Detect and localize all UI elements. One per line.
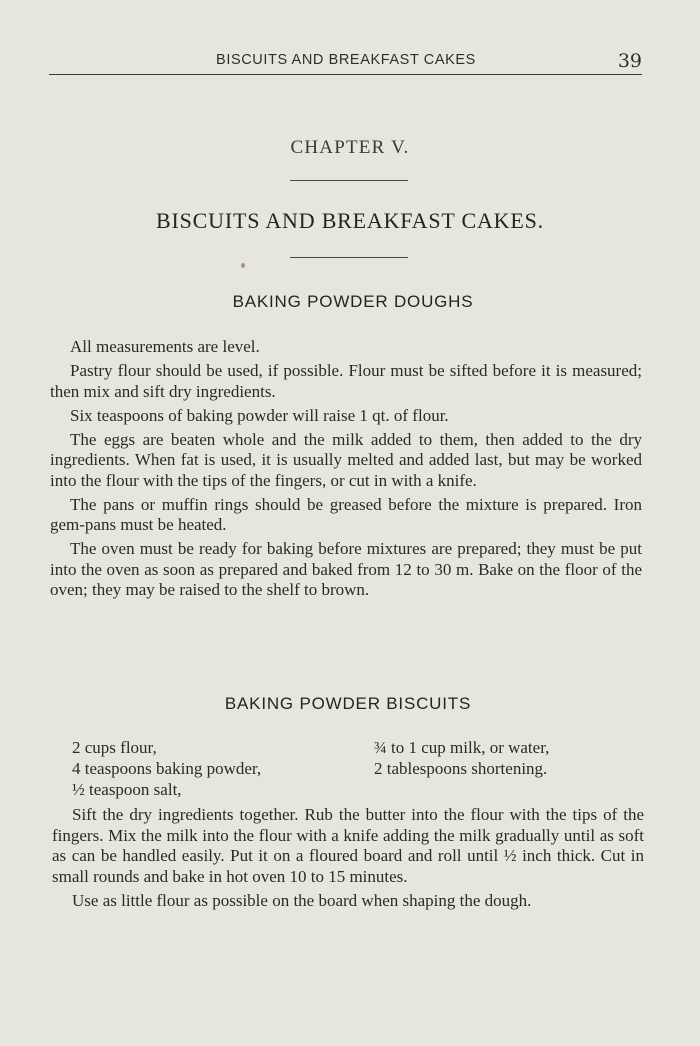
paragraph: Use as little flour as possible on the board when shaping the dough.	[72, 890, 532, 910]
chapter-rule-top	[290, 180, 408, 181]
chapter-title: BISCUITS AND BREAKFAST CAKES.	[156, 208, 544, 233]
paragraph: All measurements are level.	[70, 337, 260, 356]
ingredient-column-left	[72, 737, 362, 800]
ingredient-item: ¾ to 1 cup milk, or water,	[374, 738, 550, 757]
section-body-biscuits	[52, 805, 644, 915]
section-heading-baking-powder-doughs: BAKING POWDER DOUGHS	[232, 292, 474, 311]
paragraph: The eggs are beaten whole and the milk added to them, then added to the dry ingredients. When fat is used, it is usually melted and added last, but may be worked into the flour with the tips of the fingers, or cut in with a knife.	[50, 429, 642, 490]
ingredient-item: 2 cups flour,	[72, 738, 157, 757]
running-title: BISCUITS AND BREAKFAST CAKES	[216, 52, 476, 68]
paper-speck	[241, 263, 245, 268]
paragraph: Pastry flour should be used, if possible. Flour must be sifted before it is measured; then mix and sift dry ingredients.	[50, 361, 642, 401]
ingredient-item: ½ teaspoon salt,	[72, 780, 182, 799]
paragraph: Six teaspoons of baking powder will raise 1 qt. of flour.	[70, 405, 449, 425]
chapter-label: CHAPTER V.	[290, 137, 410, 158]
running-header	[50, 50, 642, 72]
paragraph: The oven must be ready for baking before mixtures are prepared; they must be put into the oven as soon as prepared and baked from 12 to 30 m. Bake on the floor of the oven; they may be raised to the shelf to brown.	[50, 539, 642, 599]
section-heading-baking-powder-biscuits: BAKING POWDER BISCUITS	[224, 694, 472, 713]
section-body-doughs	[50, 337, 642, 604]
ingredient-item: 2 tablespoons shortening.	[374, 759, 548, 778]
ingredient-column-right	[374, 737, 634, 779]
paragraph: The pans or muffin rings should be greased before the mixture is prepared. Iron gem-pans must be heated.	[50, 494, 642, 534]
header-rule	[49, 74, 642, 75]
page-number: 39	[617, 50, 642, 72]
ingredient-item: 4 teaspoons baking powder,	[72, 759, 262, 778]
chapter-rule-bottom	[290, 257, 408, 258]
paragraph: Sift the dry ingredients together. Rub the butter into the flour with the tips of the fingers. Mix the milk into the flour with a knife adding the milk gradually until as soft as can be handled easily. Put it on a floured board and roll until ½ inch thick. Cut in small rounds and bake in hot oven 10 to 15 minutes.	[52, 805, 644, 886]
